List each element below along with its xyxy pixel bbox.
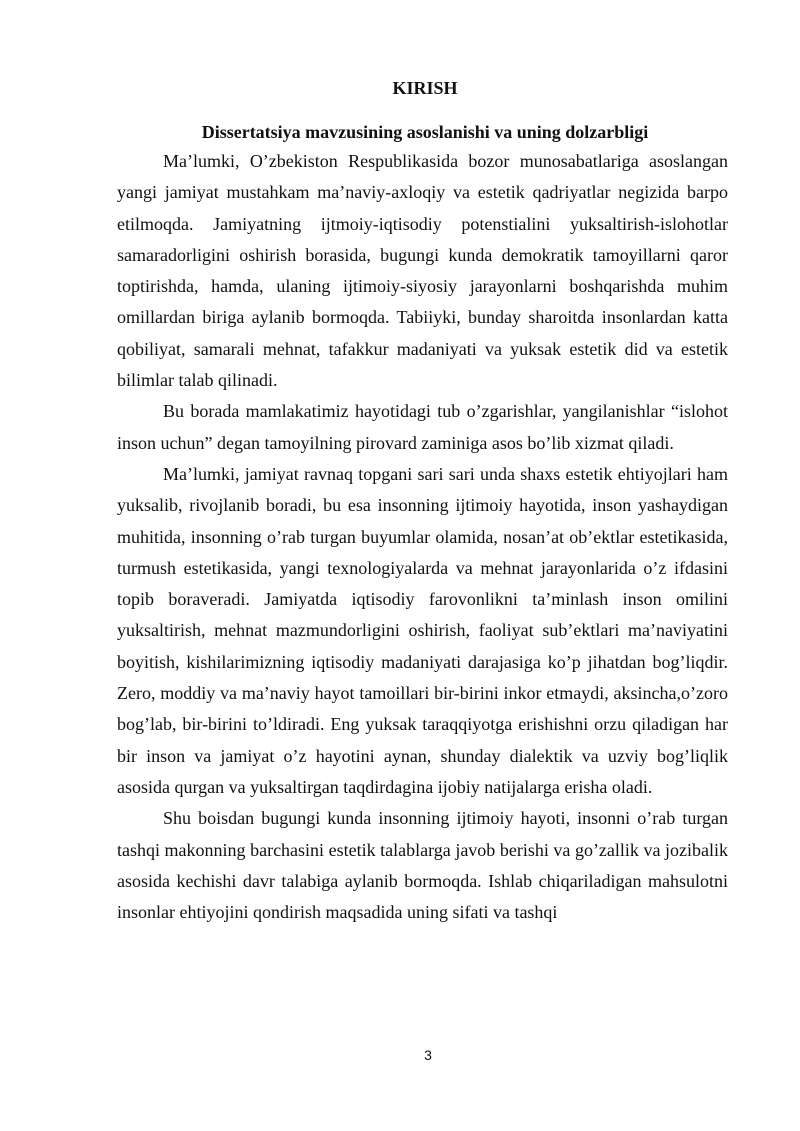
page-number: 3 bbox=[424, 1047, 432, 1063]
paragraph-3: Ma’lumki, jamiyat ravnaq topgani sari sari unda shaxs estetik ehtiyojlari ham yuksalib, rivojlanib boradi, bu esa insonning ijtimoiy hayotida, inson yashaydigan muhitida, insonning o’rab turgan buyumlar olamida, nosan’at ob’ektlar estetikasida, turmush estetikasida, yangi texnologiyalarda va mehnat jarayonlarida o’z ifdasini topib boraveradi. Jamiyatda iqtisodiy farovonlikni ta’minlash inson omilini yuksaltirish, mehnat mazmundorligini oshirish, faoliyat sub’ektlari ma’naviyatini boyitish, kishilarimizning iqtisodiy madaniyati darajasiga ko’p jihatdan bog’liqdir. Zero, moddiy va ma’naviy hayot tamoillari bir-birini inkor etmaydi, aksincha,o’zoro bog’lab, bir-birini to’ldiradi. Eng yuksak taraqqiyotga erishishni orzu qiladigan har bir inson va jamiyat o’z hayotini aynan, shunday dialektik va uzviy bog’liqlik asosida qurgan va yuksaltirgan taqdirdagina ijobiy natijalarga erisha oladi. bbox=[117, 463, 728, 797]
paragraph-2: Bu borada mamlakatimiz hayotidagi tub o’zgarishlar, yangilanishlar “islohot inson uchun” degan tamoyilning pirovard zaminiga asos bo’lib xizmat qiladi. bbox=[117, 401, 728, 453]
paragraph-4: Shu boisdan bugungi kunda insonning ijtimoiy hayoti, insonni o’rab turgan tashqi makonning barchasini estetik talablarga javob berishi va go’zallik va jozibalik asosida kechishi davr talabiga aylanib bormoqda. Ishlab chiqariladigan mahsulotni insonlar ehtiyojini qondirish maqsadida uning sifati va tashqi bbox=[117, 808, 728, 923]
section-subtitle: Dissertatsiya mavzusining asoslanishi va uning dolzarbligi bbox=[201, 122, 649, 142]
paragraph-1: Ma’lumki, O’zbekiston Respublikasida bozor munosabatlariga asoslangan yangi jamiyat mustahkam ma’naviy-axloqiy va estetik qadriyatlar negizida barpo etilmoqda. Jamiyatning ijtmoiy-iqtisodiy potenstialini yuksaltirish-islohotlar samaradorligini oshirish borasida, bugungi kunda demokratik tamoyillarni qaror toptirishda, hamda, ulaning ijtimoiy-siyosiy jarayonlarni boshqarishda muhim omillardan biriga aylanib bormoqda. Tabiiyki, bunday sharoitda insonlardan katta qobiliyat, samarali mehnat, tafakkur madaniyati va yuksak estetik did va estetik bilimlar talab qilinadi. bbox=[117, 151, 728, 391]
body-text bbox=[117, 146, 728, 928]
page-title: KIRISH bbox=[392, 78, 458, 98]
